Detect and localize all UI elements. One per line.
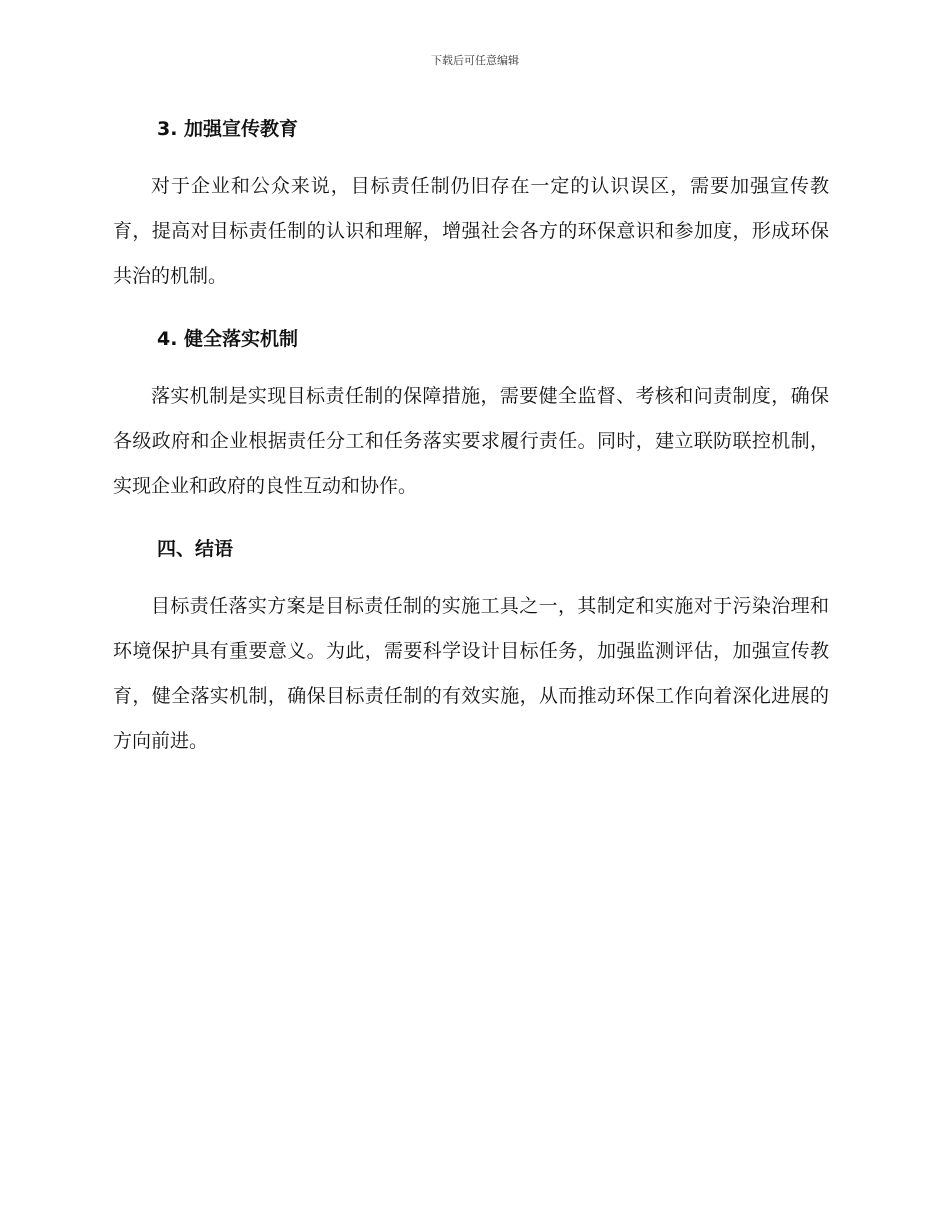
spacer [113, 151, 829, 164]
section-heading-implementation-mechanism: 4. 健全落实机制 [157, 328, 299, 350]
section-paragraph-conclusion: 目标责任落实方案是目标责任制的实施工具之一，其制定和实施对于污染治理和环境保护具有重要意义。为此，需要科学设计目标任务，加强监测评估，加强宣传教育，健全落实机制，确保目标责任制的有效实施，从而推动环保工作向着深化进展的方向前进。 [113, 595, 829, 752]
spacer [113, 571, 829, 584]
document-body [113, 107, 829, 764]
spacer [113, 361, 829, 374]
page-header: 下载后可任意编辑 [431, 54, 519, 67]
section-paragraph-implementation-mechanism: 落实机制是实现目标责任制的保障措施，需要健全监督、考核和问责制度，确保各级政府和企业根据责任分工和任务落实要求履行责任。同时，建立联防联控机制，实现企业和政府的良性互动和协作。 [113, 385, 829, 497]
spacer [113, 299, 829, 317]
spacer [113, 509, 829, 527]
section-heading-publicity-education: 3. 加强宣传教育 [157, 118, 299, 140]
section-paragraph-publicity-education: 对于企业和公众来说，目标责任制仍旧存在一定的认识误区，需要加强宣传教育，提高对目标责任制的认识和理解，增强社会各方的环保意识和参加度，形成环保共治的机制。 [113, 175, 829, 287]
section-heading-conclusion: 四、结语 [157, 538, 234, 560]
